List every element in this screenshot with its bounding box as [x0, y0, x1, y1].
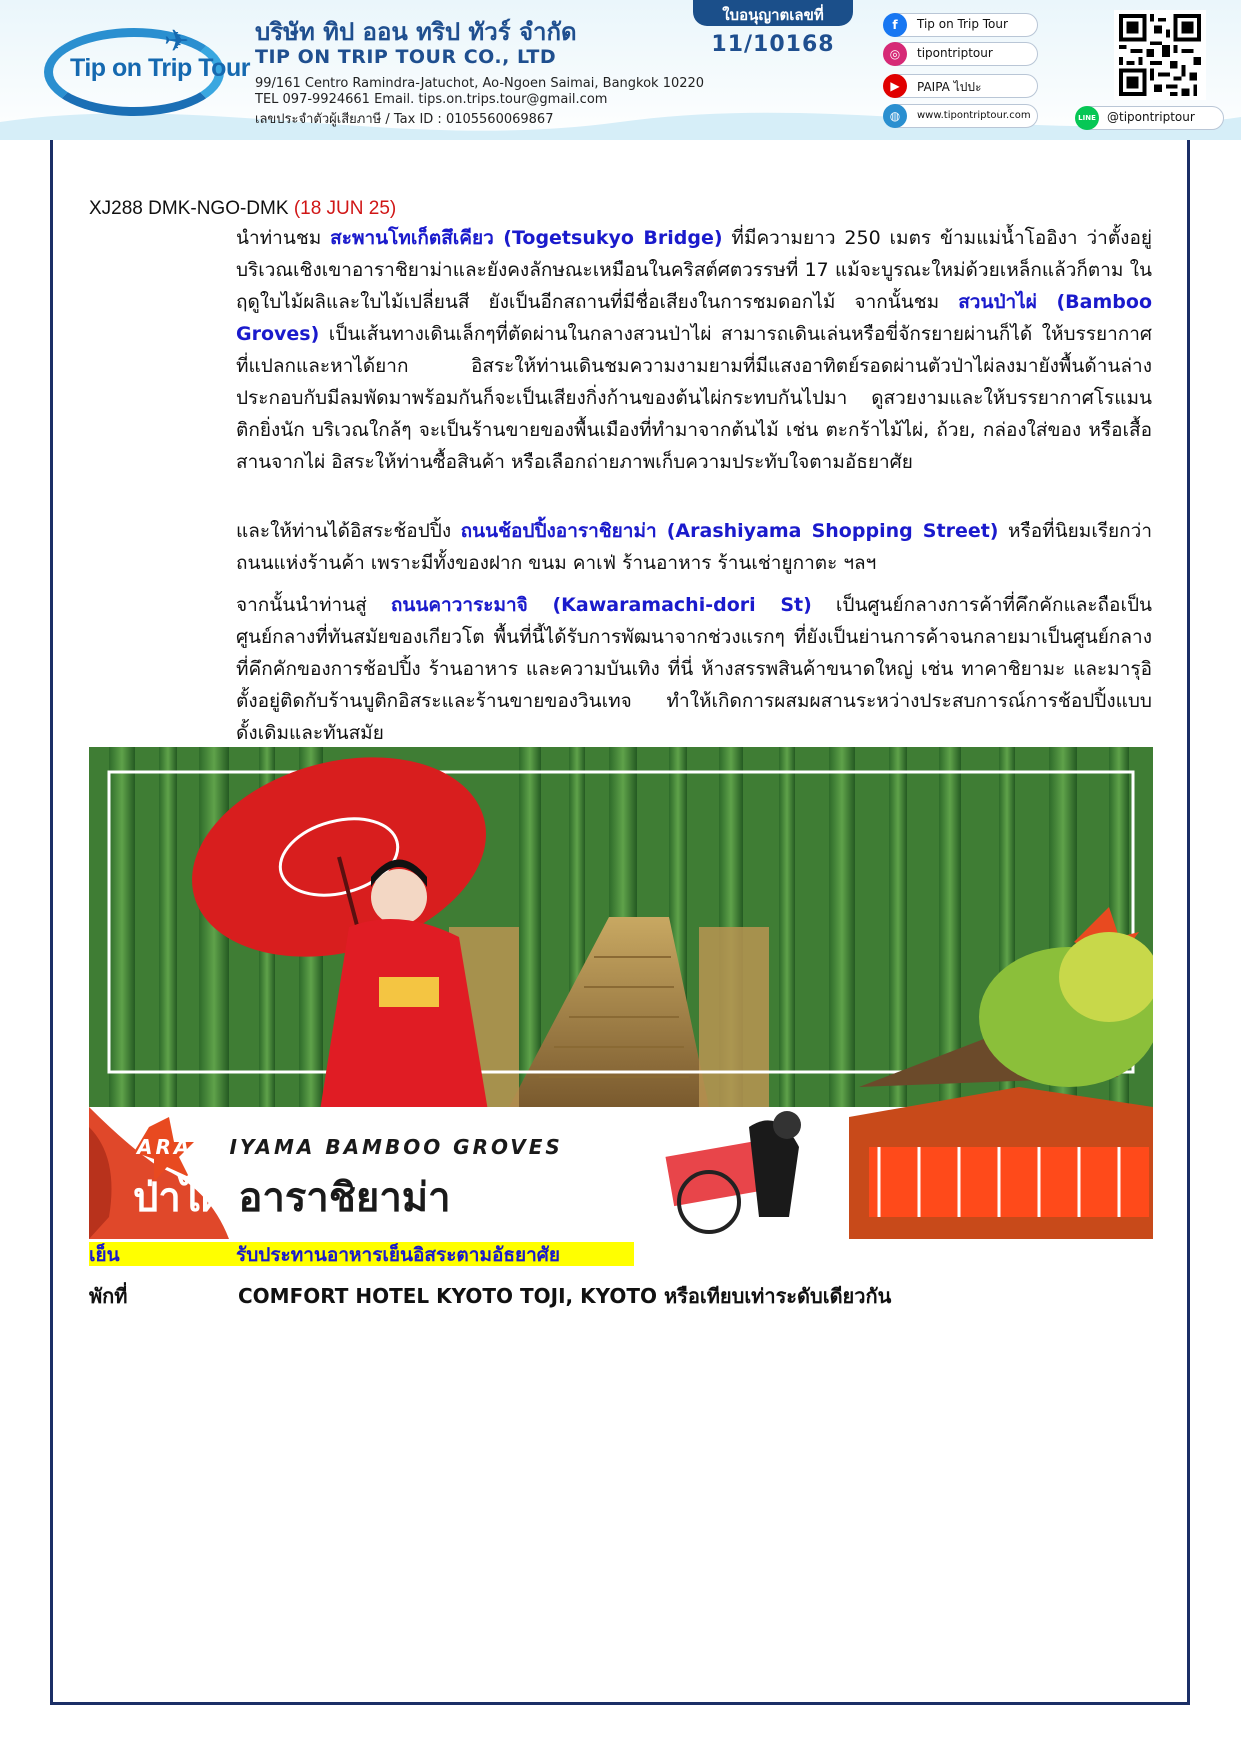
banner-title-thai	[133, 1165, 451, 1229]
youtube-icon: ▶	[883, 74, 907, 98]
line-handle: @tipontriptour	[1107, 110, 1195, 124]
tour-date: (18 JUN 25)	[293, 198, 397, 219]
highlight-arashiyama-shopping-street: ถนนช้อปปิ้งอาราชิยาม่า (Arashiyama Shopping Street)	[460, 520, 999, 542]
youtube-link[interactable]	[884, 74, 1038, 98]
license-label: ใบอนุญาตเลขที่	[722, 6, 824, 24]
banner-title-english-part1: ARASH	[137, 1135, 230, 1159]
itinerary-paragraph-kawaramachi	[236, 589, 1152, 749]
company-name-thai: บริษัท ทิป ออน ทริป ทัวร์ จำกัด	[255, 18, 577, 46]
itinerary-paragraph-arashiyama	[236, 222, 1152, 478]
qr-code	[1114, 10, 1206, 100]
facebook-handle: Tip on Trip Tour	[917, 17, 1008, 31]
facebook-link[interactable]	[884, 13, 1038, 37]
company-contact: TEL 097-9924661 Email. tips.on.trips.tour@gmail.com	[255, 92, 608, 107]
logo-text: Tip on Trip Tour	[70, 54, 250, 82]
license-number: 11/10168	[711, 32, 835, 57]
highlight-kawaramachi-dori: ถนนคาวาระมาจิ (Kawaramachi-dori St)	[390, 594, 812, 616]
paragraph-text: จากนั้นนำท่านสู่	[236, 594, 391, 616]
arashiyama-banner-image	[89, 747, 1153, 1239]
banner-title-english	[137, 1135, 563, 1159]
paragraph-text: เป็นเส้นทางเดินเล็กๆที่ตัดผ่านในกลางสวนป่าไผ่ สามารถเดินเล่นหรือขี่จักรยายผ่านก็ได้ ให้บรรยากาศที่แปลกและหาได้ยาก อิสระให้ท่านเดินชมความงามยามที่มีแสงอาทิตย์รอดผ่านตัวป่าไผ่ลงมายังพื้นด้านล่าง ประกอบกับมีลมพัดมาพร้อมกันก็จะเป็นเสียงกิ่งก้านของต้นไผ่กระทบกันไปมา ดูสวยงามและให้บรรยากาศโรแมนติกยิ่งนัก บริเวณใกล้ๆ จะเป็นร้านขายของพื้นเมืองที่ทำมาจากต้นไม้ เช่น ตะกร้าไม้ไผ่, ถ้วย, กล่องใส่ของ หรือเสื้อสานจากไผ่ อิสระให้ท่านซื้อสินค้า หรือเลือกถ่ายภาพเก็บความประทับใจตามอัธยาศัย	[236, 323, 1152, 473]
globe-icon: ◍	[883, 104, 907, 128]
company-tax-id: เลขประจำตัวผู้เสียภาษี / Tax ID : 0105560069867	[255, 112, 554, 127]
highlight-bamboo-groves: สวนป่าไผ่ (Bamboo Groves)	[236, 291, 1152, 345]
paragraph-text: เป็นศูนย์กลางการค้าที่คึกคักและถือเป็นศูนย์กลางที่ทันสมัยของเกียวโต พื้นที่นี้ได้รับการพัฒนาจากช่วงแรกๆ ที่ยังเป็นย่านการค้าจนกลายมาเป็นศูนย์กลางที่คึกคักของการช้อปปิ้ง ร้านอาหาร และความบันเทิง ที่นี่ ห้างสรรพสินค้าขนาดใหญ่ เช่น ทาคาชิยามะ และมารุอิ ตั้งอยู่ติดกับร้านบูติกอิสระและร้านขายของวินเทจ ทำให้เกิดการผสมผสานระหว่างประสบการณ์การช้อปปิ้งแบบดั้งเดิมและทันสมัย	[236, 594, 1153, 744]
website-link[interactable]	[884, 104, 1038, 128]
facebook-icon: f	[883, 13, 907, 37]
website-url: www.tipontriptour.com	[917, 110, 1031, 121]
tour-code-text: XJ288 DMK-NGO-DMK	[89, 198, 289, 219]
paragraph-text: นำท่านชม	[236, 227, 331, 249]
youtube-handle: PAIPA ไปปะ	[917, 80, 982, 94]
paragraph-text: ที่มีความยาว 250 เมตร ข้ามแม่น้ำโออิงา ว่าตั้งอยู่บริเวณเชิงเขาอาราชิยาม่าและยังคงลักษณะเหมือนในคริสต์ศตวรรษที่ 17 แม้จะบูรณะใหม่ด้วยเหล็กแล้วก็ตาม ในฤดูใบไม้ผลิและใบไม้เปลี่ยนสี ยังเป็นอีกสถานที่มีชื่อเสียงในการชมดอกไม้ จากนั้นชม	[236, 227, 1152, 313]
itinerary-paragraph-shopping-street	[236, 515, 1152, 579]
hotel-label: พักที่	[89, 1284, 128, 1308]
airplane-icon: ✈	[164, 24, 190, 59]
instagram-handle: tipontriptour	[917, 46, 993, 60]
company-address: 99/161 Centro Ramindra-Jatuchot, Ao-Ngoen Saimai, Bangkok 10220	[255, 76, 705, 91]
tour-code	[89, 198, 396, 220]
hotel-name: COMFORT HOTEL KYOTO TOJI, KYOTO หรือเทียบเท่าระดับเดียวกัน	[238, 1284, 892, 1308]
dinner-description: รับประทานอาหารเย็นอิสระตามอัธยาศัย	[236, 1244, 560, 1266]
line-icon: LINE	[1075, 106, 1099, 130]
banner-title-thai-part1: ป่าไผ่	[133, 1175, 225, 1221]
company-logo	[44, 18, 250, 118]
instagram-link[interactable]	[884, 42, 1038, 66]
dinner-label: เย็น	[89, 1244, 120, 1266]
paragraph-text: หรือที่นิยมเรียกว่าถนนแห่งร้านค้า เพราะมีทั้งของฝาก ขนม คาเฟ่ ร้านอาหาร ร้านเช่ายูกาตะ ฯลฯ	[236, 520, 1152, 574]
company-name-english: TIP ON TRIP TOUR CO., LTD	[255, 46, 557, 68]
banner-title-english-part2: IYAMA BAMBOO GROVES	[229, 1135, 563, 1159]
letterhead	[0, 0, 1241, 140]
line-link[interactable]	[1076, 106, 1224, 130]
banner-title-thai-part2: อาราชิยาม่า	[224, 1175, 451, 1221]
highlight-togetsukyo-bridge: สะพานโทเก็ตสึเคียว (Togetsukyo Bridge)	[330, 227, 723, 249]
paragraph-text: และให้ท่านได้อิสระช้อปปิ้ง	[236, 520, 461, 542]
instagram-icon: ◎	[883, 42, 907, 66]
